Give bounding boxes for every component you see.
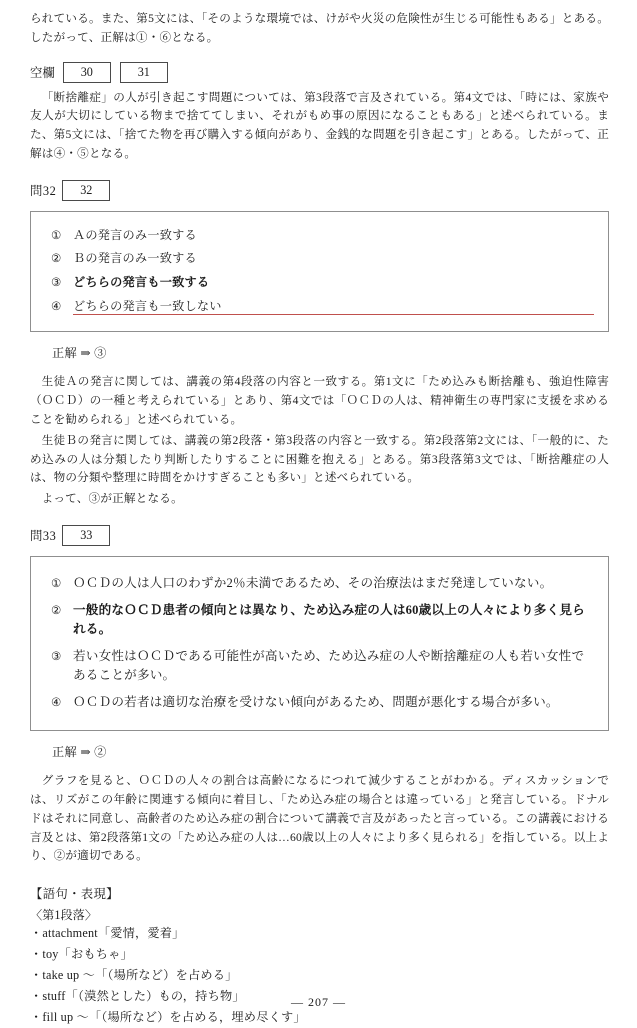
vocabulary-section-title: 【語句・表現】 — [30, 887, 119, 902]
intro-paragraph-1: られている。また、第5文には、「そのような環境では、けがや火災の危険性が生じる可能性もある」とある。したがって、正解は①・⑥となる。 — [30, 12, 609, 44]
question-32-choices — [30, 211, 609, 333]
choice-text: 一般的なＯＣＤ患者の傾向とは異なり、ため込み症の人は60歳以上の人々により多く見られる。 — [73, 602, 585, 637]
choice-text: ＯＣＤの人は人口のわずか2％未満であるため、その治療法はまだ発達していない。 — [73, 575, 553, 590]
question-32-label: 問32 — [30, 184, 57, 199]
choice-item[interactable] — [51, 647, 594, 686]
choice-marker: ② — [51, 253, 62, 266]
choice-marker: ④ — [51, 696, 62, 709]
intro-paragraph-2: 「断捨離症」の人が引き起こす問題については、第3段落で言及されている。第4文では、「時には、家族や友人が大切にしている物まで捨ててしまい、それがもめ事の原因になることもある」と述べられている。また、第5文には、「捨てた物を再び購入する傾向があり、金銭的な問題を引き起こす」とある。したがって、正解は④・⑤となる。 — [30, 90, 609, 160]
question-32-number-box: 32 — [62, 180, 110, 201]
blank-box-30: 30 — [63, 62, 111, 83]
choice-marker: ③ — [51, 650, 62, 663]
question-32-explanation-2: 生徒Ｂの発言に関しては、講義の第2段落・第3段落の内容と一致する。第2段落第2文には、「一般的に、ため込みの人は分類したり判断したりすることに困難を抱える」とある。第3段落第3文では、「断捨離症の人は、物の分類や整理に時間をかけすぎることも多い」と述べられている。 — [30, 433, 609, 485]
choice-item[interactable] — [51, 249, 594, 269]
choice-text: ＯＣＤの若者は適切な治療を受けない傾向があるため、問題が悪化する場合が多い。 — [73, 694, 559, 709]
choice-item[interactable] — [51, 693, 594, 713]
question-33-label: 問33 — [30, 529, 57, 544]
question-33-answer: 正解 ⇒ ② — [52, 745, 107, 760]
choice-item[interactable] — [51, 273, 594, 293]
question-32-explanation-1: 生徒Ａの発言に関しては、講義の第4段落の内容と一致する。第1文に「ため込みも断捨離も、強迫性障害（ＯＣＤ）の一種と考えられている」とあり、第4文では「ＯＣＤの人は、精神衛生の専門家に支援を求めることを勧められる」と述べられている。 — [30, 375, 609, 426]
choice-marker: ② — [51, 604, 62, 617]
vocabulary-item: ・attachment「愛情，愛着」 — [30, 926, 185, 941]
choice-text: 若い女性はＯＣＤである可能性が高いため、ため込み症の人や断捨離症の人も若い女性であることが多い。 — [73, 648, 585, 683]
page-number: — 207 — — [291, 995, 346, 1009]
choice-marker: ③ — [51, 277, 62, 290]
vocabulary-item: ・fill up ～「（場所など）を占める，埋め尽くす」 — [30, 1010, 306, 1025]
choice-text: Ａの発言のみ一致する — [73, 227, 197, 242]
choice-item[interactable] — [51, 574, 594, 594]
choice-marker: ① — [51, 229, 62, 242]
choice-item[interactable] — [51, 226, 594, 246]
question-33-choices — [30, 556, 609, 731]
question-32-explanation-3: よって、③が正解となる。 — [41, 492, 183, 506]
blank-answer-row — [30, 62, 609, 83]
vocabulary-item: ・stuff「（漠然とした）もの，持ち物」 — [30, 989, 245, 1004]
question-33-header — [30, 525, 609, 546]
question-33-number-box: 33 — [62, 525, 110, 546]
choice-marker: ④ — [51, 300, 62, 313]
choice-item[interactable] — [51, 601, 594, 640]
choice-text: どちらの発言も一致する — [73, 275, 210, 290]
question-32-header — [30, 180, 609, 201]
choice-item[interactable] — [51, 297, 594, 317]
question-32-answer: 正解 ⇒ ③ — [52, 346, 107, 361]
vocabulary-paragraph-label: 〈第1段落〉 — [30, 908, 98, 923]
choice-text: Ｂの発言のみ一致する — [73, 251, 197, 266]
vocabulary-item: ・take up ～「（場所など）を占める」 — [30, 968, 238, 983]
blank-label: 空欄 — [30, 66, 55, 81]
blank-box-31: 31 — [120, 62, 168, 83]
choice-marker: ① — [51, 577, 62, 590]
choice-text: どちらの発言も一致しない — [73, 297, 594, 316]
question-33-explanation-1: グラフを見ると、ＯＣＤの人々の割合は高齢になるにつれて減少することがわかる。ディスカッションでは、リズがこの年齢に関連する傾向に着目し、「ため込み症の場合とは違っている」と発言している。ドナルドはそれに同意し、高齢者のため込み症の割合について講義で言及があったと言っている。この講義における言及とは、第2段落第1文の「ため込み症の人は…60歳以上の人々により多く見られる」を指している。以上より、②が適切である。 — [30, 774, 609, 863]
vocabulary-item: ・toy「おもちゃ」 — [30, 947, 133, 962]
